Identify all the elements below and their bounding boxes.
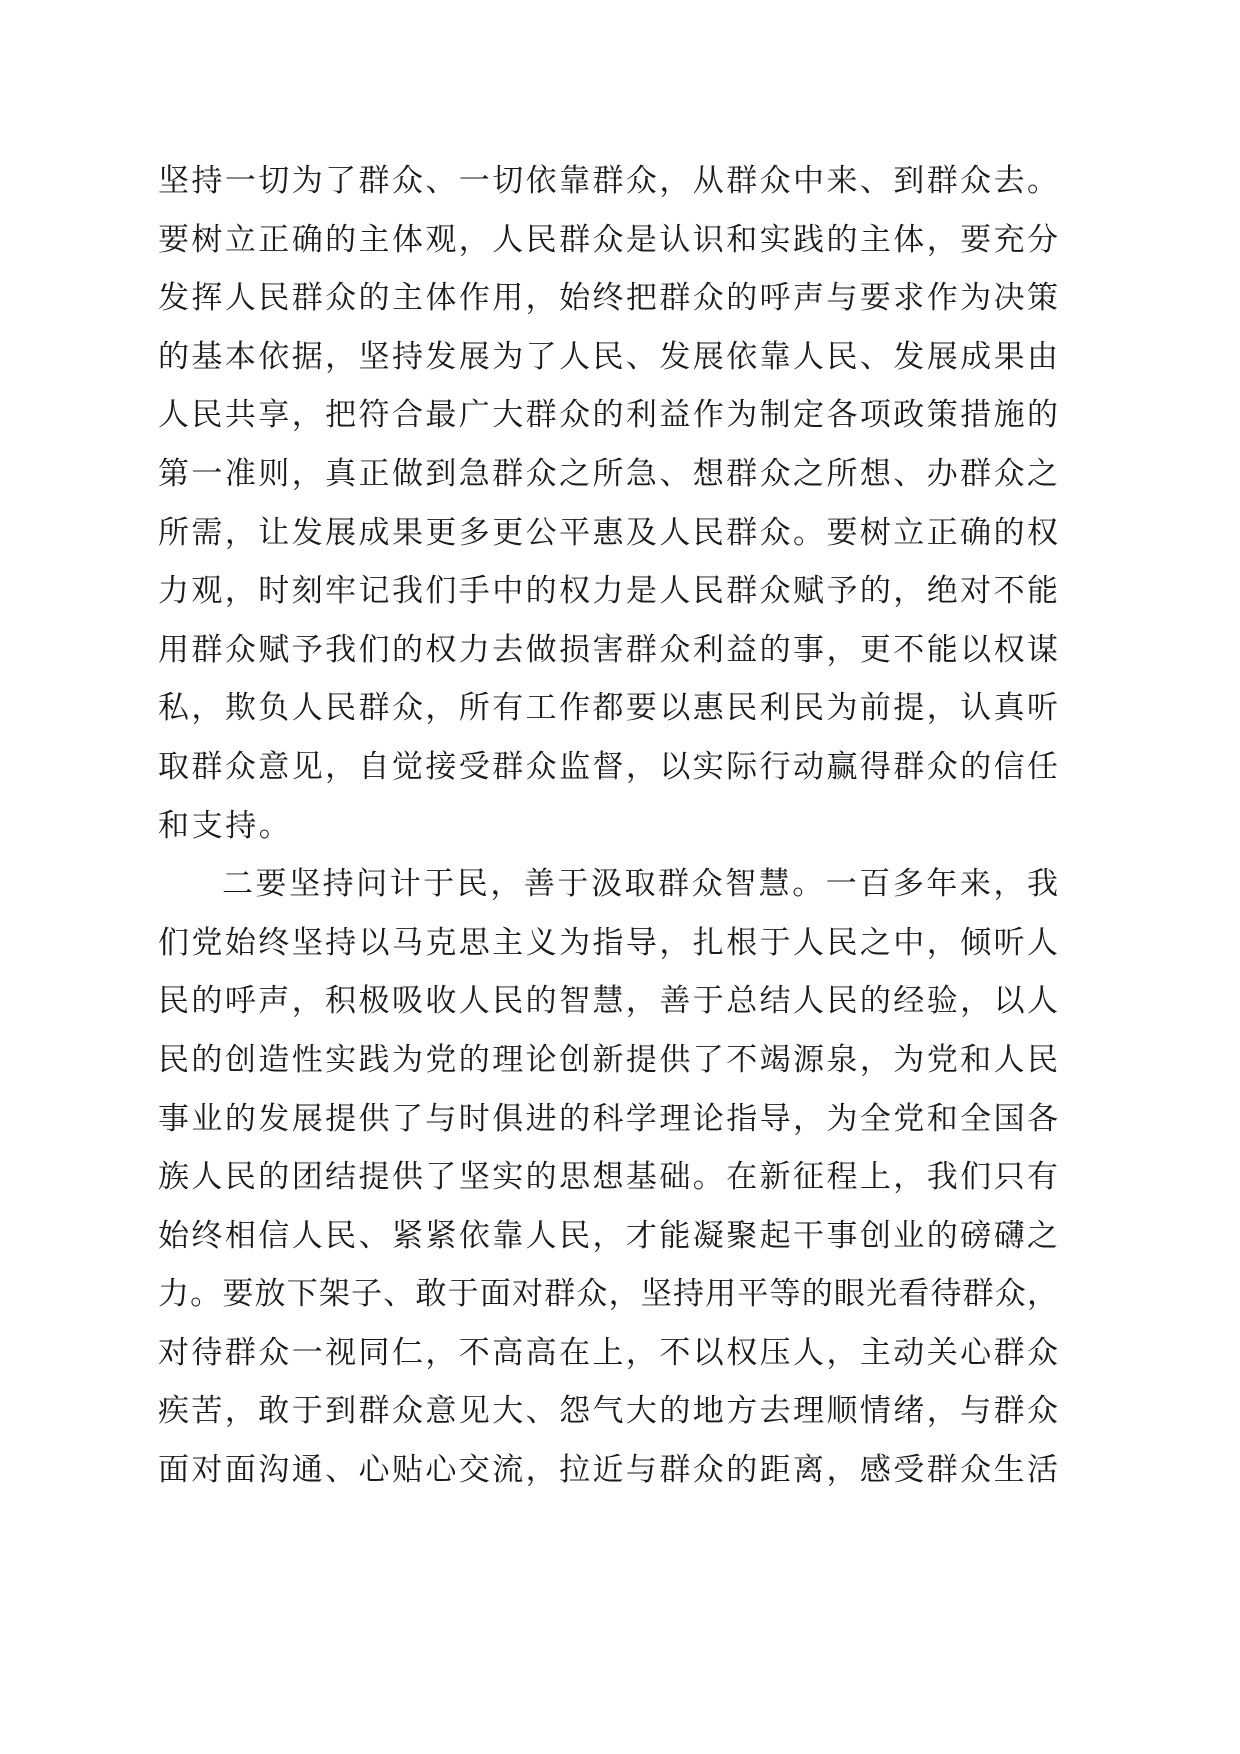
text-line: 力。要放下架子、敢于面对群众，坚持用平等的眼光看待群众，	[158, 1276, 1058, 1313]
text-line: 坚持一切为了群众、一切依靠群众，从群众中来、到群众去。	[158, 163, 1058, 199]
text-line: 要树立正确的主体观，人民群众是认识和实践的主体，要充分	[158, 221, 1058, 258]
text-line: 始终相信人民、紧紧依靠人民，才能凝聚起干事创业的磅礴之	[158, 1217, 1058, 1254]
text-line: 第一准则，真正做到急群众之所急、想群众之所想、办群众之	[158, 455, 1058, 492]
paragraph-2	[158, 855, 1058, 1500]
text-line: 用群众赋予我们的权力去做损害群众利益的事，更不能以权谋	[158, 631, 1058, 668]
text-line: 力观，时刻牢记我们手中的权力是人民群众赋予的，绝对不能	[158, 573, 1058, 610]
text-line: 所需，让发展成果更多更公平惠及人民群众。要树立正确的权	[158, 514, 1058, 551]
paragraph-1	[158, 152, 1058, 855]
text-line: 私，欺负人民群众，所有工作都要以惠民利民为前提，认真听	[158, 690, 1058, 727]
text-line: 面对面沟通、心贴心交流，拉近与群众的距离，感受群众生活	[158, 1452, 1058, 1489]
text-line: 发挥人民群众的主体作用，始终把群众的呼声与要求作为决策	[158, 280, 1058, 317]
text-line: 人民共享，把符合最广大群众的利益作为制定各项政策措施的	[158, 397, 1058, 434]
text-line: 疾苦，敢于到群众意见大、怨气大的地方去理顺情绪，与群众	[158, 1393, 1058, 1430]
text-line: 们党始终坚持以马克思主义为指导，扎根于人民之中，倾听人	[158, 924, 1058, 961]
text-line: 事业的发展提供了与时俱进的科学理论指导，为全党和全国各	[158, 1100, 1058, 1137]
text-line: 和支持。	[158, 807, 293, 844]
text-line: 的基本依据，坚持发展为了人民、发展依靠人民、发展成果由	[158, 338, 1058, 375]
text-line: 取群众意见，自觉接受群众监督，以实际行动赢得群众的信任	[158, 748, 1058, 785]
body-text	[158, 152, 1058, 1500]
text-line: 民的创造性实践为党的理论创新提供了不竭源泉，为党和人民	[158, 1041, 1058, 1078]
text-line: 对待群众一视同仁，不高高在上，不以权压人，主动关心群众	[158, 1334, 1058, 1371]
text-line: 族人民的团结提供了坚实的思想基础。在新征程上，我们只有	[158, 1159, 1058, 1196]
text-line: 二要坚持问计于民，善于汲取群众智慧。一百多年来，我	[222, 866, 1058, 903]
text-line: 民的呼声，积极吸收人民的智慧，善于总结人民的经验，以人	[158, 983, 1058, 1020]
